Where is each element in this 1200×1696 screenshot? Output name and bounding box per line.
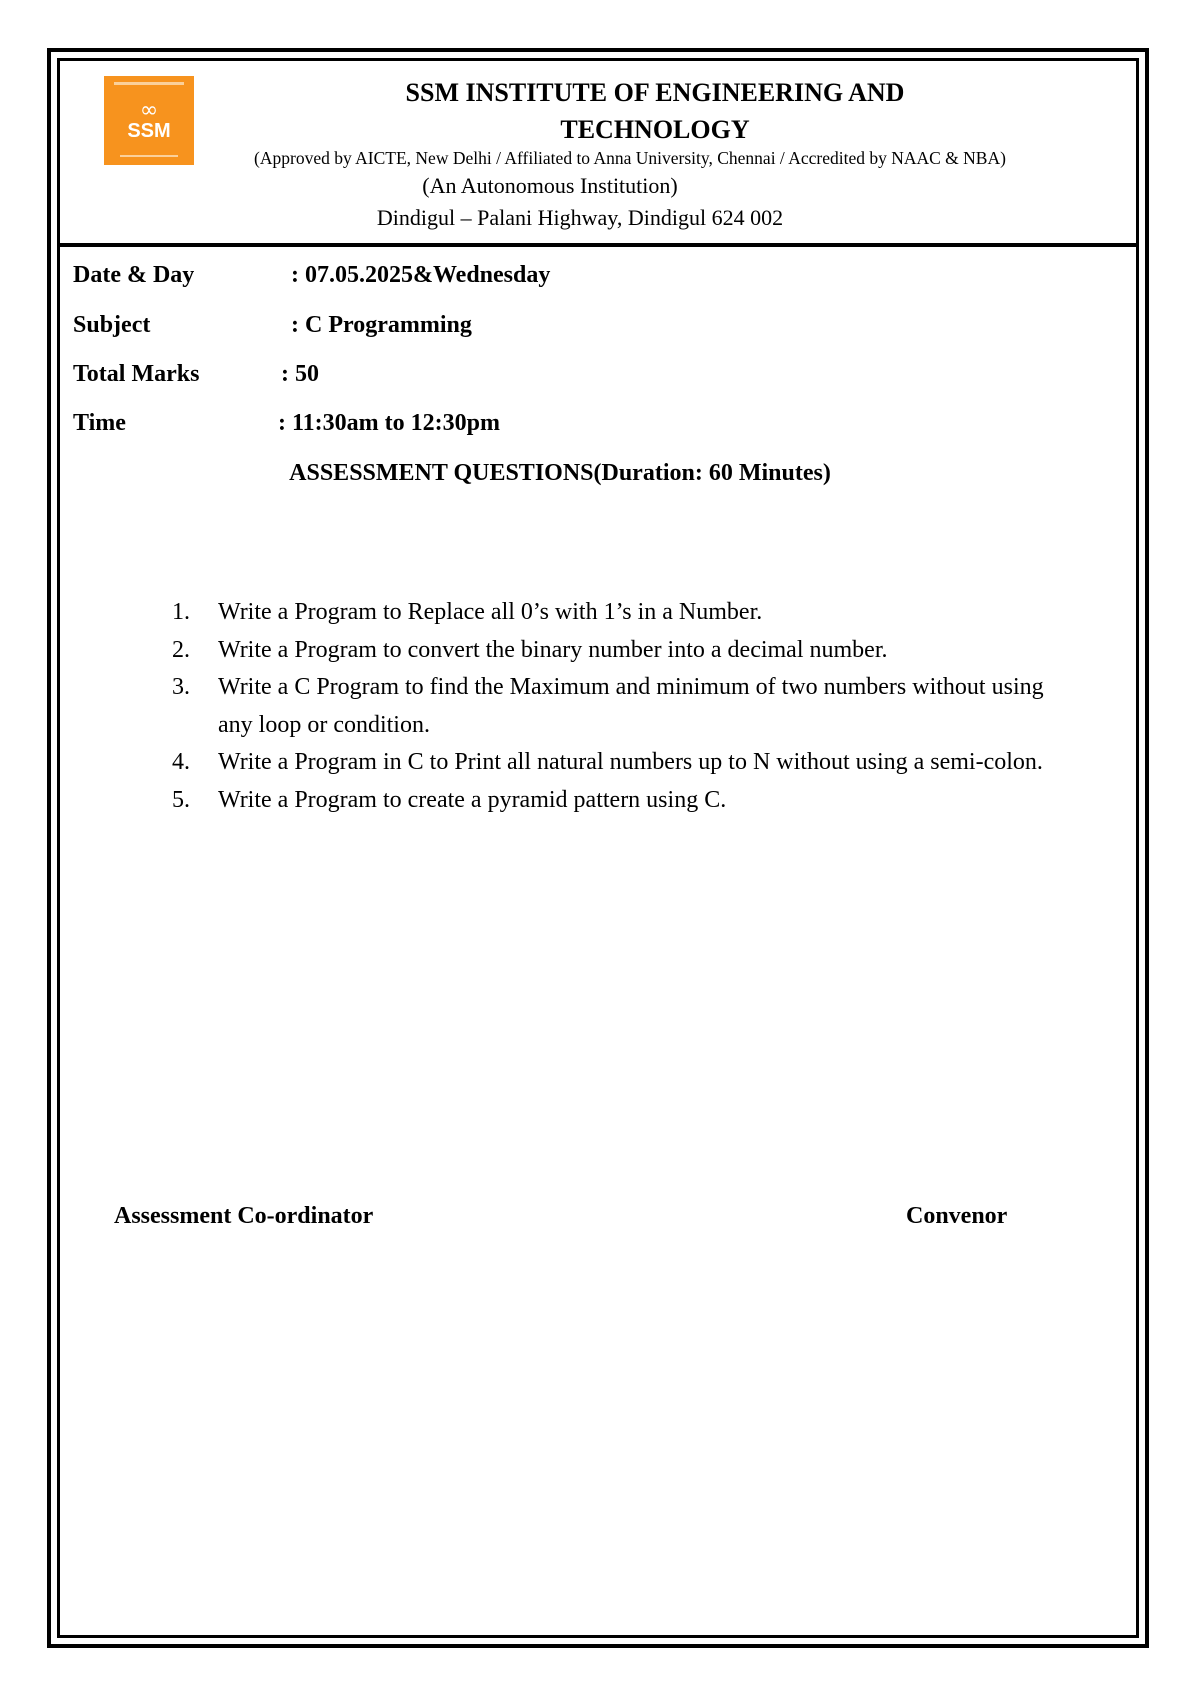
time-label: Time <box>73 410 126 436</box>
list-item <box>172 782 1072 820</box>
list-item <box>172 744 1072 782</box>
assessment-coordinator-signature: Assessment Co-ordinator <box>114 1203 374 1229</box>
question-text: Write a Program to convert the binary number into a decimal number. <box>218 636 888 663</box>
question-number: 5. <box>172 786 190 813</box>
subject-value: : C Programming <box>291 312 472 338</box>
list-item <box>172 669 1072 744</box>
header-divider <box>60 243 1136 247</box>
question-number: 1. <box>172 599 190 625</box>
infinity-icon: ∞ <box>139 97 159 123</box>
date-value: : 07.05.2025&Wednesday <box>291 262 551 288</box>
list-item <box>172 632 1072 670</box>
list-item <box>172 594 1072 632</box>
marks-value: : 50 <box>281 361 319 387</box>
page-inner-border <box>57 58 1139 1638</box>
autonomous-line: (An Autonomous Institution) <box>422 173 678 198</box>
logo-text: SSM <box>127 119 171 142</box>
question-number: 4. <box>172 749 190 775</box>
question-text: Write a C Program to find the Maximum and minimum of two numbers without using any loop or condition. <box>218 674 1044 738</box>
assessment-heading: ASSESSMENT QUESTIONS(Duration: 60 Minutes) <box>289 460 831 486</box>
convenor-signature: Convenor <box>906 1203 1008 1229</box>
question-text: Write a Program in C to Print all natural numbers up to N without using a semi-colon. <box>218 749 1043 775</box>
date-label: Date & Day <box>73 262 195 288</box>
question-number: 2. <box>172 636 190 663</box>
question-list <box>172 594 1072 819</box>
question-text: Write a Program to Replace all 0’s with 1’s in a Number. <box>218 599 763 625</box>
question-text: Write a Program to create a pyramid pattern using C. <box>218 786 727 813</box>
marks-label: Total Marks <box>73 361 200 387</box>
institute-name: SSM INSTITUTE OF ENGINEERING AND TECHNOLOGY <box>405 78 905 144</box>
time-value: : 11:30am to 12:30pm <box>278 410 500 436</box>
approval-line: (Approved by AICTE, New Delhi / Affiliated to Anna University, Chennai / Accredited by NAAC & NBA) <box>254 148 1006 168</box>
address-line: Dindigul – Palani Highway, Dindigul 624 002 <box>376 205 784 230</box>
subject-label: Subject <box>73 312 151 338</box>
question-number: 3. <box>172 674 190 700</box>
institute-logo <box>104 76 194 165</box>
